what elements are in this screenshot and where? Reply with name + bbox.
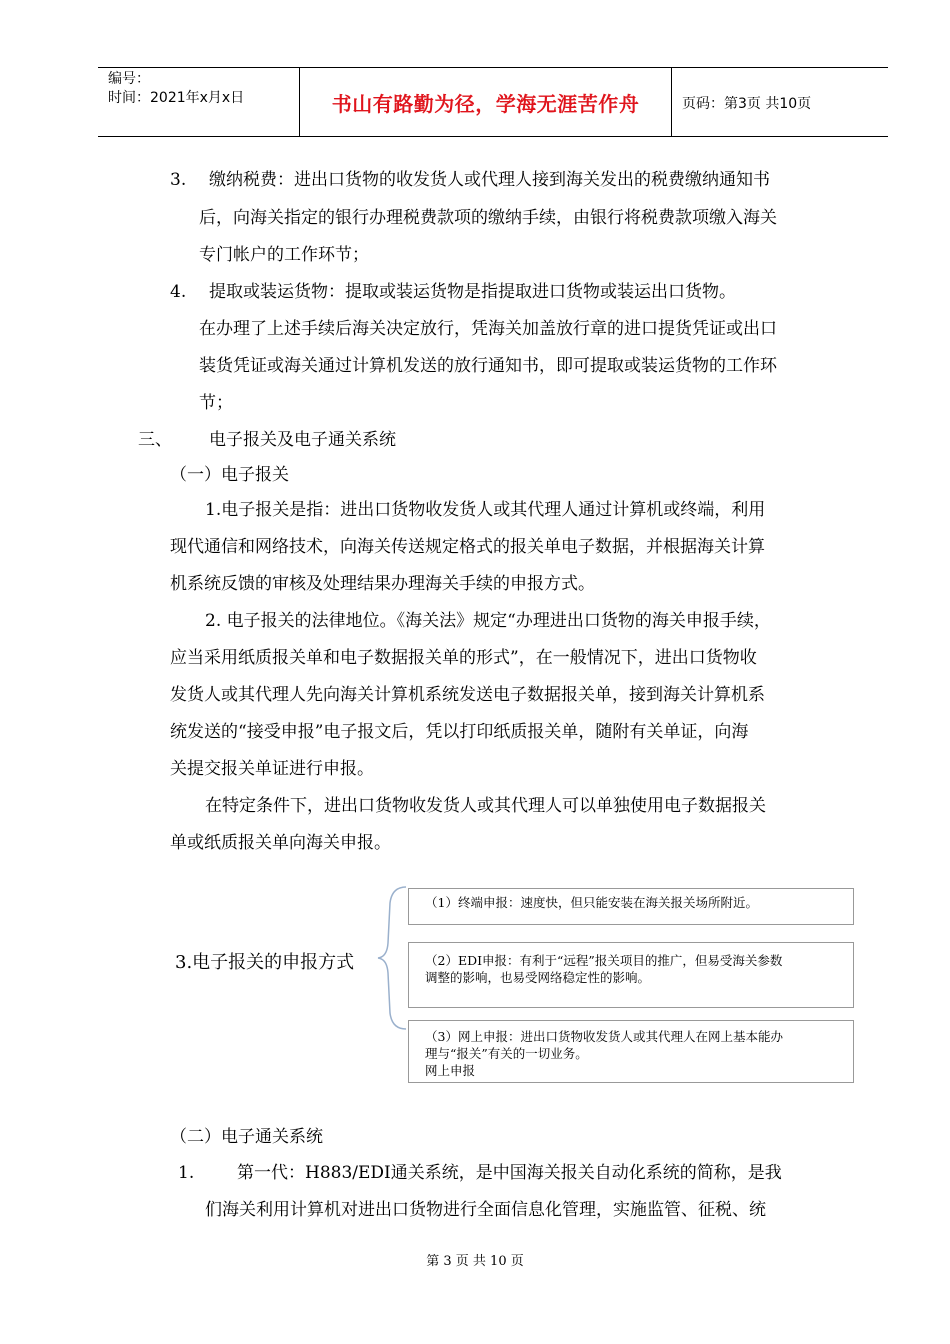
page-header: [98, 67, 888, 137]
body-line: 2. 电子报关的法律地位。《海关法》规定“办理进出口货物的海关申报手续，: [205, 611, 771, 631]
body-line: 单或纸质报关单向海关申报。: [170, 833, 391, 853]
method-box: [408, 888, 854, 925]
header-divider: [671, 68, 672, 136]
box-text: （1）终端申报：速度快，但只能安装在海关报关场所附近。: [425, 895, 758, 910]
item-number: 1.: [178, 1163, 195, 1183]
box-text: 理与“报关”有关的一切业务。: [425, 1046, 588, 1061]
body-line: 缴纳税费：进出口货物的收发货人或代理人接到海关发出的税费缴纳通知书: [209, 170, 770, 190]
body-line: 后，向海关指定的银行办理税费款项的缴纳手续，由银行将税费款项缴入海关: [199, 208, 777, 228]
body-line: 发货人或其代理人先向海关计算机系统发送电子数据报关单，接到海关计算机系: [170, 685, 765, 705]
box-text: 调整的影响，也易受网络稳定性的影响。: [425, 970, 651, 985]
box-text: （2）EDI申报：有利于“远程”报关项目的推广，但易受海关参数: [425, 953, 783, 968]
body-line: 现代通信和网络技术，向海关传送规定格式的报关单电子数据，并根据海关计算: [170, 537, 765, 557]
body-line: 在特定条件下，进出口货物收发货人或其代理人可以单独使用电子数据报关: [205, 796, 766, 816]
number-label: 编号：: [108, 71, 150, 87]
body-line: 统发送的“接受申报”电子报文后，凭以打印纸质报关单，随附有关单证，向海: [170, 722, 749, 742]
method-box: [408, 942, 854, 1008]
box-text: （3）网上申报：进出口货物收发货人或其代理人在网上基本能办: [425, 1029, 783, 1044]
page-footer: 第 3 页 共 10 页: [426, 1254, 524, 1269]
brace-shape: [376, 885, 408, 1031]
body-line: 机系统反馈的审核及处理结果办理海关手续的申报方式。: [170, 574, 595, 594]
body-line: 1.电子报关是指：进出口货物收发货人或其代理人通过计算机或终端，利用: [205, 500, 766, 520]
header-page-info: 页码：第3页 共10页: [682, 96, 812, 112]
body-line: 专门帐户的工作环节；: [199, 245, 369, 265]
body-line: 提取或装运货物：提取或装运货物是指提取进口货物或装运出口货物。: [209, 282, 736, 302]
body-line: 们海关利用计算机对进出口货物进行全面信息化管理，实施监管、征税、统: [205, 1200, 766, 1220]
body-line: 关提交报关单证进行申报。: [170, 759, 374, 779]
body-line: 应当采用纸质报关单和电子数据报关单的形式”，在一般情况下，进出口货物收: [170, 648, 757, 668]
method-box: [408, 1020, 854, 1083]
body-line: 装货凭证或海关通过计算机发送的放行通知书，即可提取或装运货物的工作环: [199, 356, 777, 376]
time-label: 时间：2021年x月x日: [108, 90, 245, 106]
diagram-label: 3.电子报关的申报方式: [175, 952, 355, 973]
body-line: 在办理了上述手续后海关决定放行，凭海关加盖放行章的进口提货凭证或出口: [199, 319, 777, 339]
box-text: 网上申报: [425, 1063, 476, 1078]
item-number: 3.: [170, 170, 187, 190]
subsection-title: （一）电子报关: [170, 465, 289, 485]
body-line: 节；: [199, 393, 233, 413]
body-line: 第一代：H883/EDI通关系统，是中国海关报关自动化系统的简称，是我: [237, 1163, 782, 1183]
header-meta: [108, 70, 244, 108]
item-number: 4.: [170, 282, 187, 302]
section-number: 三、: [138, 430, 172, 450]
subsection-title: （二）电子通关系统: [170, 1127, 323, 1147]
header-motto: 书山有路勤为径，学海无涯苦作舟: [331, 92, 640, 116]
section-title: 电子报关及电子通关系统: [209, 430, 396, 450]
